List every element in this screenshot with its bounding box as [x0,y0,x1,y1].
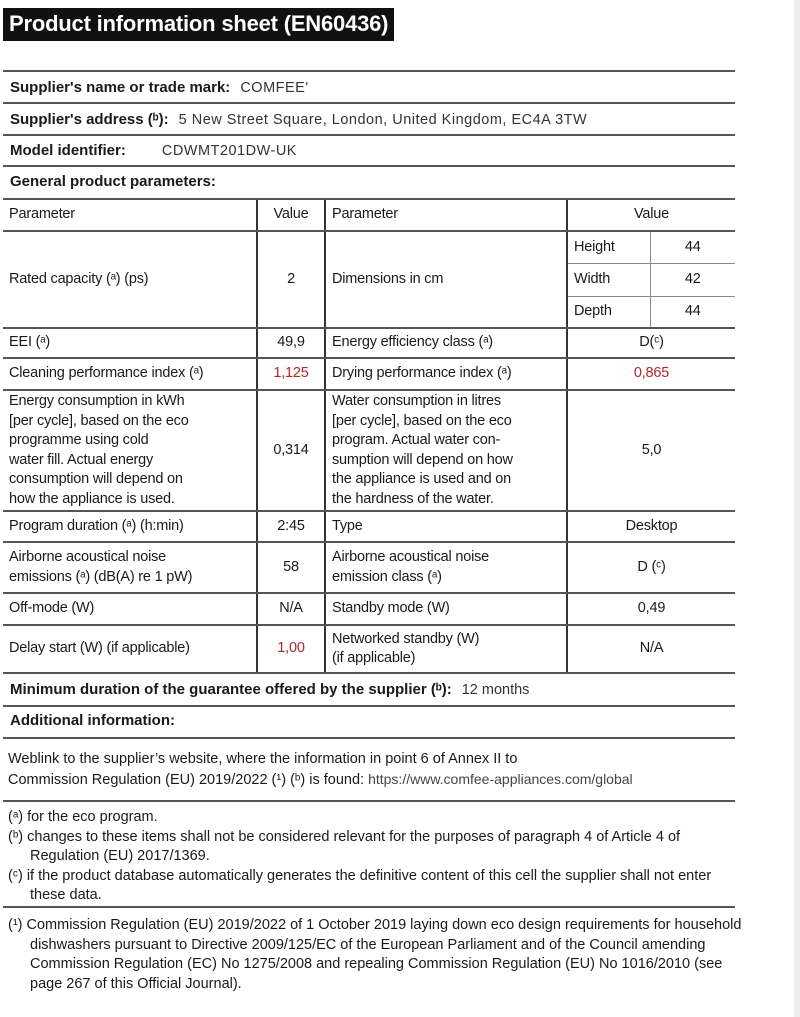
type-value: Desktop [567,511,735,542]
energy-class-value: D(ᶜ) [567,328,735,358]
guarantee-row [10,681,529,698]
type-label: Type [325,511,567,542]
height-label: Height [567,231,650,263]
standby-value: 0,49 [567,593,735,625]
guarantee-value: 12 months [461,682,530,698]
table-row [3,328,735,358]
supplier-name: COMFEE' [240,80,309,96]
noise-label: Airborne acoustical noise emissions (ᵃ) (dB(A) re 1 pW) [3,542,257,593]
rated-capacity-value: 2 [257,231,325,328]
general-params-label: General product parameters: [10,173,216,190]
divider [3,800,735,802]
networked-standby-value: N/A [567,625,735,673]
dimensions-label: Dimensions in cm [325,231,567,328]
weblink-paragraph [8,750,748,790]
general-params-row [10,173,226,190]
energy-consumption-label: Energy consumption in kWh [per cycle], based on the eco programme using cold water fill. Actual energy consumption will depend on how the appliance is used. [3,390,257,511]
noise-value: 58 [257,542,325,593]
divider [3,165,735,167]
duration-value: 2:45 [257,511,325,542]
depth-label: Depth [567,296,650,328]
networked-standby-label: Networked standby (W) (if applicable) [325,625,567,673]
supplier-name-row [10,79,309,96]
footnotes [8,808,748,906]
divider [3,737,735,739]
cleaning-value: 1,125 [257,358,325,390]
rated-capacity-label: Rated capacity (ᵃ) (ps) [3,231,257,328]
divider [3,906,735,908]
noise-class-value: D (ᶜ) [567,542,735,593]
offmode-value: N/A [257,593,325,625]
page-title: Product information sheet (EN60436) [3,8,394,41]
weblink-text: Weblink to the supplier’s website, where the information in point 6 of Annex II to Commission Regulation (EU) 2019/2022 (¹) (ᵇ) is found: [8,751,518,788]
noise-class-label: Airborne acoustical noise emission class (ᵃ) [325,542,567,593]
standby-label: Standby mode (W) [325,593,567,625]
model-label: Model identifier: [10,142,126,159]
supplier-name-label: Supplier's name or trade mark: [10,79,231,96]
table-row [3,542,735,593]
water-consumption-label: Water consumption in litres [per cycle], based on the eco program. Actual water con- sumption will depend on how the appliance is used and on the hardness of the water. [325,390,567,511]
reference-footnote-1: (¹) Commission Regulation (EU) 2019/2022 of 1 October 2019 laying down eco design requirements for household dishwashers pursuant to Directive 2009/125/EC of the European Parliament and of the Council amending Commission Regulation (EC) No 1275/2008 and repealing Commission Regulation (EU) No 1016/2010 (see page 267 of this Official Journal). [8,917,742,992]
table-row [3,511,735,542]
height-value: 44 [650,231,735,263]
offmode-label: Off-mode (W) [3,593,257,625]
divider [3,705,735,707]
model-row [10,142,297,159]
cleaning-label: Cleaning performance index (ᵃ) [3,358,257,390]
additional-info-label: Additional information: [10,712,175,729]
weblink-url[interactable]: https://www.comfee-appliances.com/global [368,770,633,787]
delay-start-value: 1,00 [257,625,325,673]
model-identifier: CDWMT201DW-UK [161,143,297,159]
table-row [3,358,735,390]
footnote-a: (ᵃ) for the eco program. [8,809,158,825]
table-row [3,625,735,673]
eei-label: EEI (ᵃ) [3,328,257,358]
divider [3,70,735,72]
reference-note [8,916,748,994]
footnote-c: (ᶜ) if the product database automatically generates the definitive content of this cell the supplier shall not enter these data. [8,867,712,903]
depth-value: 44 [650,296,735,328]
energy-class-label: Energy efficiency class (ᵃ) [325,328,567,358]
divider [3,134,735,136]
guarantee-label: Minimum duration of the guarantee offered by the supplier (ᵇ): [10,681,452,698]
drying-value: 0,865 [567,358,735,390]
energy-consumption-value: 0,314 [257,390,325,511]
header-value-2: Value [567,199,735,231]
header-parameter-2: Parameter [325,199,567,231]
water-consumption-value: 5,0 [567,390,735,511]
table-header-row [3,199,735,231]
header-parameter: Parameter [3,199,257,231]
supplier-address: 5 New Street Square, London, United Kingdom, EC4A 3TW [178,112,588,128]
additional-info-row [10,712,185,729]
duration-label: Program duration (ᵃ) (h:min) [3,511,257,542]
width-label: Width [567,263,650,296]
table-row [3,231,735,263]
divider [3,102,735,104]
page-edge [794,0,800,1017]
parameters-table [3,198,735,674]
footnote-b: (ᵇ) changes to these items shall not be considered relevant for the purposes of paragraph 4 of Article 4 of Regulation (EU) 2017/1369. [8,828,681,864]
header-value: Value [257,199,325,231]
table-row [3,593,735,625]
width-value: 42 [650,263,735,296]
supplier-address-label: Supplier's address (ᵇ): [10,111,169,128]
supplier-address-row [10,111,587,128]
table-row [3,390,735,511]
eei-value: 49,9 [257,328,325,358]
delay-start-label: Delay start (W) (if applicable) [3,625,257,673]
drying-label: Drying performance index (ᵃ) [325,358,567,390]
